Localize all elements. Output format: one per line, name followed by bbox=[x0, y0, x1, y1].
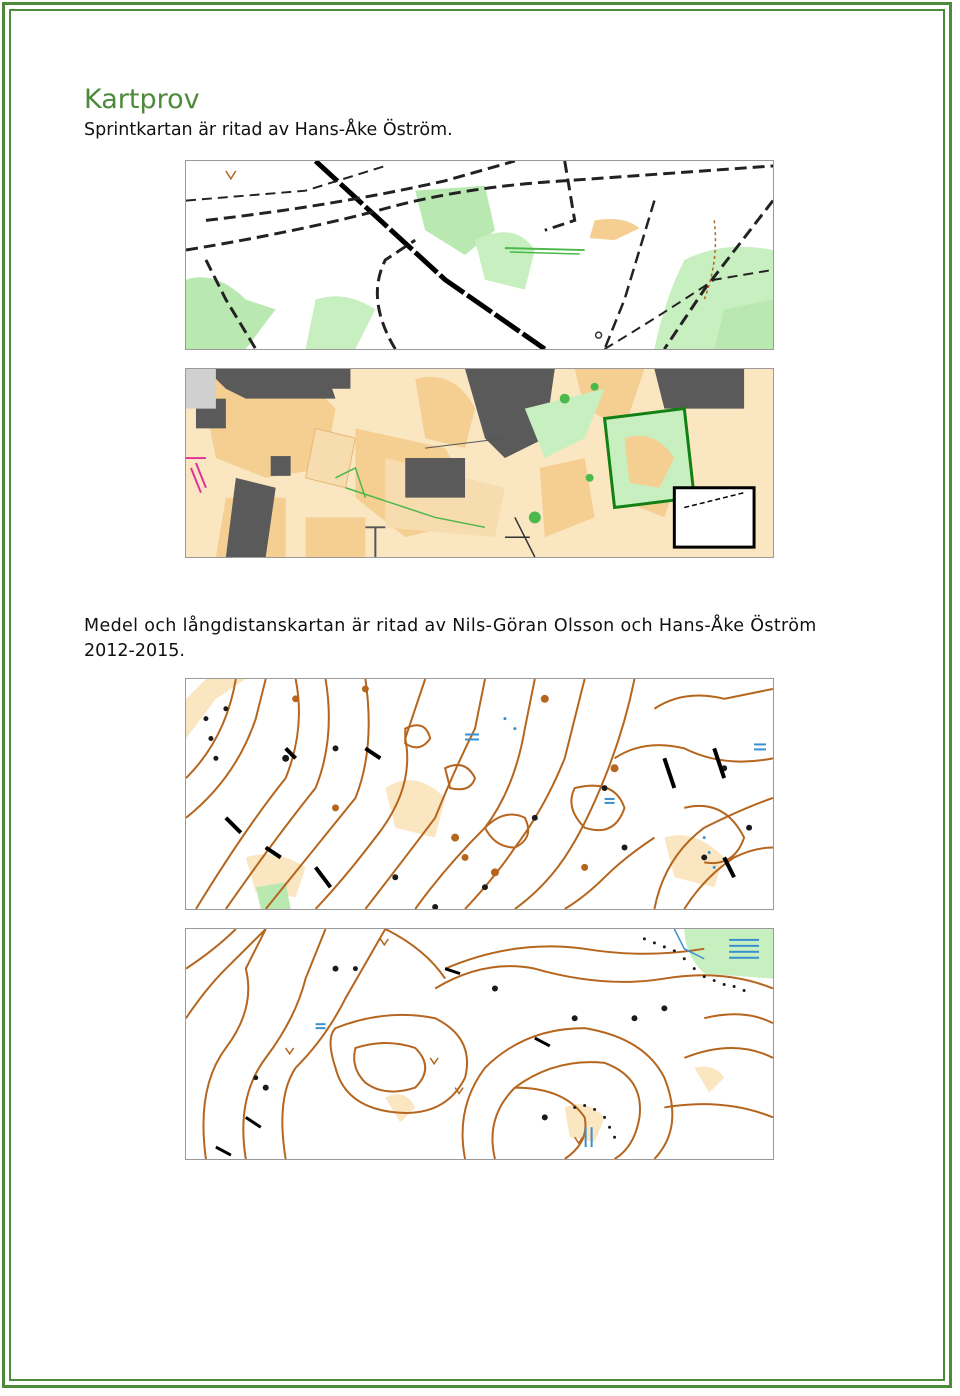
forest-map-image-1 bbox=[185, 678, 774, 910]
forest-map-caption-line1: Medel och långdistanskartan är ritad av Nils-Göran Olsson och Hans-Åke Öström bbox=[84, 616, 817, 636]
forest-map-caption-line2: 2012-2015. bbox=[84, 641, 185, 661]
page-title: Kartprov bbox=[84, 84, 200, 115]
sprint-map-caption: Sprintkartan är ritad av Hans-Åke Öström. bbox=[84, 120, 453, 140]
sprint-map-image-1 bbox=[185, 160, 774, 350]
sprint-map-image-2 bbox=[185, 368, 774, 558]
forest-map-image-2 bbox=[185, 928, 774, 1160]
